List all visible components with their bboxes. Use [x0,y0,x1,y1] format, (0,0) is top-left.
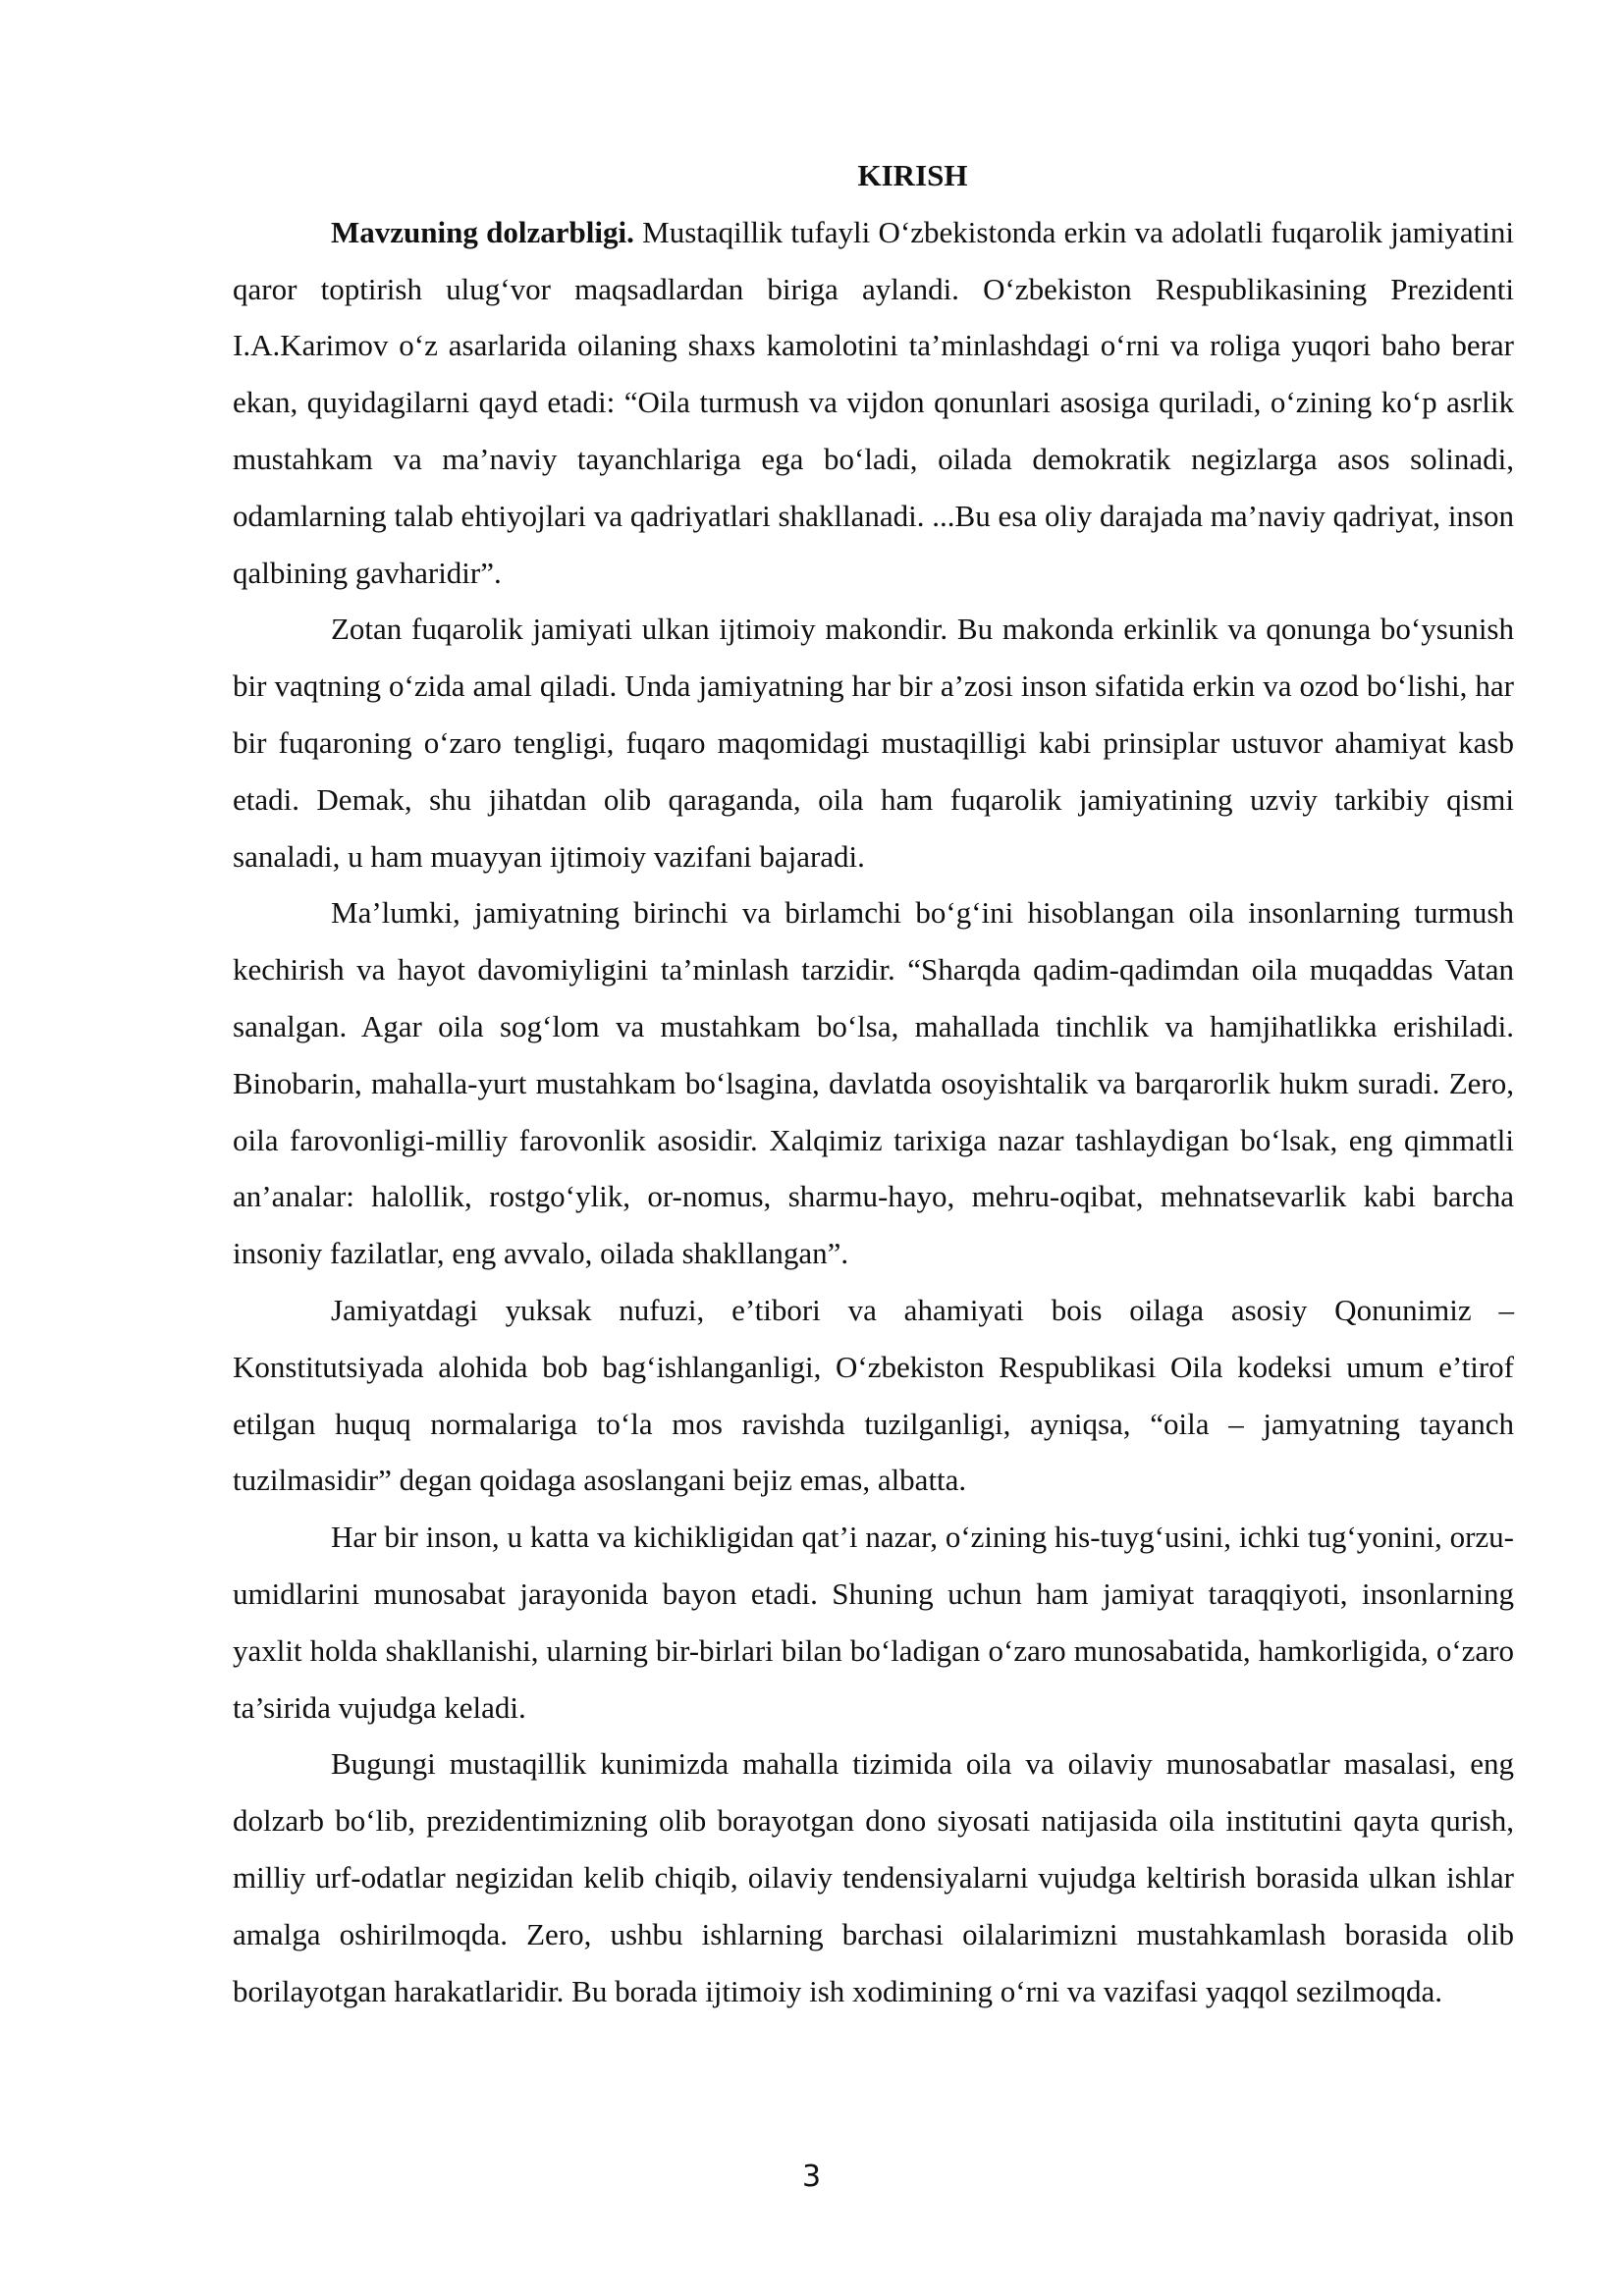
paragraph-2: Zotan fuqarolik jamiyati ulkan ijtimoiy makondir. Bu makonda erkinlik va qonunga bo‘ysunish bir vaqtning o‘zida amal qiladi. Unda jamiyatning har bir a’zosi inson sifatida erkin va ozod bo‘lishi, har bir fuqaroning o‘zaro tengligi, fuqaro maqomidagi mustaqilligi kabi prinsiplar ustuvor ahamiyat kasb etadi. Demak, shu jihatdan olib qaraganda, oila ham fuqarolik jamiyatining uzviy tarkibiy qismi sanaladi, u ham muayyan ijtimoiy vazifani bajaradi. [233,612,1514,874]
paragraph-lead: Mavzuning dolzarbligi. [331,214,634,249]
page-content [233,147,1514,2019]
paragraph-5: Har bir inson, u katta va kichikligidan qat’i nazar, o‘zining his-tuyg‘usini, ichki tug‘yonini, orzu-umidlarini munosabat jarayonida bayon etadi. Shuning uchun ham jamiyat taraqqiyoti, insonlarning yaxlit holda shakllanishi, ularning bir-birlari bilan bo‘ladigan o‘zaro munosabatida, hamkorligida, o‘zaro ta’sirida vujudga keladi. [233,1520,1514,1725]
paragraph-4: Jamiyatdagi yuksak nufuzi, e’tibori va ahamiyati bois oilaga asosiy Qonunimiz – Konstitutsiyada alohida bob bag‘ishlanganligi, O‘zbekiston Respublikasi Oila kodeksi umum e’tirof etilgan huquq normalariga to‘la mos ravishda tuzilganligi, ayniqsa, “oila – jamyatning tayanch tuzilmasidir” degan qoidaga asoslangani bejiz emas, albatta. [233,1292,1514,1498]
section-title: KIRISH [857,158,968,192]
paragraph-text: Mustaqillik tufayli O‘zbekistonda erkin va adolatli fuqarolik jamiyatini qaror toptirish ulug‘vor maqsadlardan biriga aylandi. O‘zbekiston Respublikasining Prezidenti I.A.Karimov o‘z asarlarida oilaning shaxs kamolotini ta’minlashdagi o‘rni va roliga yuqori baho berar ekan, quyidagilarni qayd etadi: “Oila turmush va vijdon qonunlari asosiga quriladi, o‘zining ko‘p asrlik mustahkam va ma’naviy tayanchlariga ega bo‘ladi, oilada demokratik negizlarga asos solinadi, odamlarning talab ehtiyojlari va qadriyatlari shakllanadi. ...Bu esa oliy darajada ma’naviy qadriyat, inson qalbining gavharidir”. [233,214,1514,590]
page-number: 3 [801,2160,822,2194]
paragraph-6: Bugungi mustaqillik kunimizda mahalla tizimida oila va oilaviy munosabatlar masalasi, eng dolzarb bo‘lib, prezidentimizning olib borayotgan dono siyosati natijasida oila institutini qayta qurish, milliy urf-odatlar negizidan kelib chiqib, oilaviy tendensiyalarni vujudga keltirish borasida ulkan ishlar amalga oshirilmoqda. Zero, ushbu ishlarning barchasi oilalarimizni mustahkamlash borasida olib borilayotgan harakatlaridir. Bu borada ijtimoiy ish xodimining o‘rni va vazifasi yaqqol sezilmoqda. [233,1746,1514,2008]
paragraph-3: Ma’lumki, jamiyatning birinchi va birlamchi bo‘g‘ini hisoblangan oila insonlarning turmush kechirish va hayot davomiyligini ta’minlash tarzidir. “Sharqda qadim-qadimdan oila muqaddas Vatan sanalgan. Agar oila sog‘lom va mustahkam bo‘lsa, mahallada tinchlik va hamjihatlikka erishiladi. Binobarin, mahalla-yurt mustahkam bo‘lsagina, davlatda osoyishtalik va barqarorlik hukm suradi. Zero, oila farovonligi-milliy farovonlik asosidir. Xalqimiz tarixiga nazar tashlaydigan bo‘lsak, eng qimmatli an’analar: halollik, rostgo‘ylik, or-nomus, sharmu-hayo, mehru-oqibat, mehnatsevarlik kabi barcha insoniy fazilatlar, eng avvalo, oilada shakllangan”. [233,895,1514,1271]
paragraph-1 [233,204,1514,602]
